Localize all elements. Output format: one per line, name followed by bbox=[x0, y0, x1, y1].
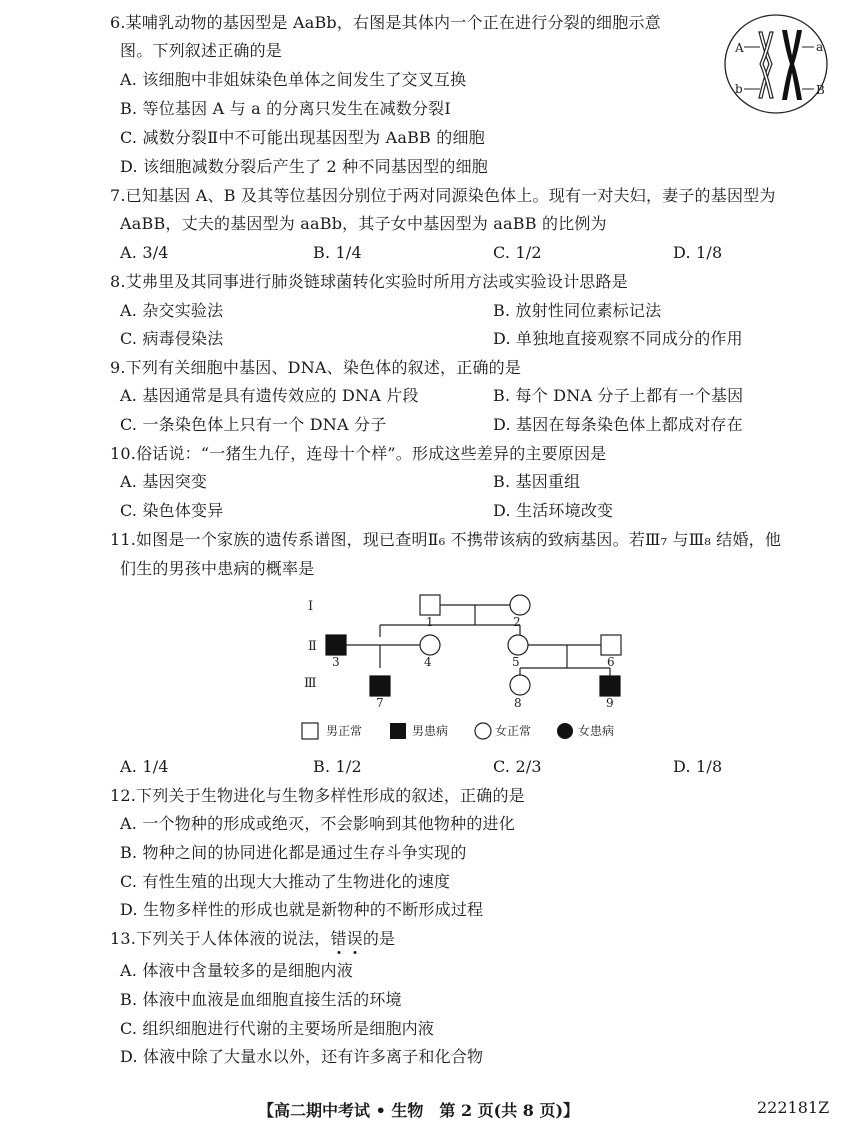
legend-affected-female-label: 女患病 bbox=[578, 724, 615, 738]
gene-label-a: a bbox=[816, 40, 824, 54]
individual-number-3: 3 bbox=[332, 655, 340, 669]
q9-option-b: B. 每个 DNA 分子上都有一个基因 bbox=[493, 386, 744, 405]
q9-option-c: C. 一条染色体上只有一个 DNA 分子 bbox=[120, 415, 387, 434]
legend-normal-female-symbol bbox=[475, 723, 491, 739]
q10-option-b: B. 基因重组 bbox=[493, 472, 581, 491]
q13-option-a: A. 体液中含量较多的是细胞内液 bbox=[120, 961, 353, 980]
q6-option-b: B. 等位基因 A 与 a 的分离只发生在减数分裂Ⅰ bbox=[120, 99, 451, 118]
q13-stem-post: 的是 bbox=[362, 929, 396, 948]
individual-number-1: 1 bbox=[426, 615, 434, 629]
q13-emphasis-text: 错误 bbox=[330, 929, 363, 948]
q7-stem-line2: AaBB，丈夫的基因型为 aaBb，其子女中基因型为 aaBB 的比例为 bbox=[120, 214, 607, 233]
q12-stem: 12.下列关于生物进化与生物多样性形成的叙述，正确的是 bbox=[110, 786, 525, 805]
q13-option-d: D. 体液中除了大量水以外，还有许多离子和化合物 bbox=[120, 1047, 484, 1066]
q13-option-c: C. 组织细胞进行代谢的主要场所是细胞内液 bbox=[120, 1019, 435, 1038]
paper-code: 222181Z bbox=[757, 1098, 830, 1117]
gene-label-b: b bbox=[735, 82, 743, 96]
individual-number-4: 4 bbox=[424, 655, 432, 669]
individual-number-7: 7 bbox=[376, 696, 384, 710]
page-footer: 【高二期中考试 • 生物 第 2 页(共 8 页)】 bbox=[258, 1101, 580, 1120]
q8-option-a: A. 杂交实验法 bbox=[120, 301, 224, 320]
legend-affected-male-symbol bbox=[390, 723, 406, 739]
individual-4-normal-female bbox=[420, 635, 440, 655]
individual-8-normal-female bbox=[510, 675, 530, 695]
legend-affected-male-label: 男患病 bbox=[412, 724, 449, 738]
q13-option-b: B. 体液中血液是血细胞直接生活的环境 bbox=[120, 990, 402, 1009]
q10-option-d: D. 生活环境改变 bbox=[493, 501, 614, 520]
q7-option-b: B. 1/4 bbox=[313, 243, 362, 262]
legend-normal-male-symbol bbox=[302, 723, 318, 739]
q6-stem-line1: 6.某哺乳动物的基因型是 AaBb，右图是其体内一个正在进行分裂的细胞示意 bbox=[110, 13, 661, 32]
q13-stem bbox=[110, 928, 395, 950]
legend-normal-male-label: 男正常 bbox=[326, 724, 363, 738]
generation-label-1: Ⅰ bbox=[308, 599, 314, 614]
q7-option-c: C. 1/2 bbox=[493, 243, 542, 262]
individual-3-affected-male bbox=[326, 635, 346, 655]
emphasis-dot bbox=[353, 951, 356, 954]
q6-option-c: C. 减数分裂Ⅱ中不可能出现基因型为 AaBB 的细胞 bbox=[120, 128, 485, 147]
q10-option-c: C. 染色体变异 bbox=[120, 501, 224, 520]
individual-5-normal-female bbox=[508, 635, 528, 655]
generation-label-3: Ⅲ bbox=[304, 676, 317, 691]
q11-option-b: B. 1/2 bbox=[313, 757, 362, 776]
q11-option-c: C. 2/3 bbox=[493, 757, 542, 776]
q6-option-d: D. 该细胞减数分裂后产生了 2 种不同基因型的细胞 bbox=[120, 157, 488, 176]
q8-option-d: D. 单独地直接观察不同成分的作用 bbox=[493, 329, 743, 348]
pedigree-chart bbox=[290, 585, 640, 750]
gene-label-A: A bbox=[735, 41, 744, 55]
q11-stem-line1: 11.如图是一个家族的遗传系谱图，现已查明Ⅱ₆ 不携带该病的致病基因。若Ⅲ₇ 与Ⅲ₈ 结婚，他 bbox=[110, 530, 782, 549]
q12-option-a: A. 一个物种的形成或绝灭，不会影响到其他物种的进化 bbox=[120, 814, 515, 833]
individual-7-affected-male bbox=[370, 676, 390, 696]
legend-affected-female-symbol bbox=[557, 723, 573, 739]
q7-option-a: A. 3/4 bbox=[120, 243, 169, 262]
chromosome-light bbox=[759, 32, 773, 98]
q12-option-c: C. 有性生殖的出现大大推动了生物进化的速度 bbox=[120, 872, 451, 891]
individual-number-6: 6 bbox=[607, 655, 615, 669]
q9-option-a: A. 基因通常是具有遗传效应的 DNA 片段 bbox=[120, 386, 419, 405]
q6-option-a: A. 该细胞中非姐妹染色单体之间发生了交叉互换 bbox=[120, 70, 467, 89]
individual-1-normal-male bbox=[420, 595, 440, 615]
q13-stem-emphasis bbox=[330, 929, 362, 948]
q10-option-a: A. 基因突变 bbox=[120, 472, 208, 491]
q11-option-d: D. 1/8 bbox=[673, 757, 723, 776]
individual-number-2: 2 bbox=[513, 615, 521, 629]
individual-2-normal-female bbox=[510, 595, 530, 615]
generation-label-2: Ⅱ bbox=[308, 639, 317, 654]
q7-stem-line1: 7.已知基因 A、B 及其等位基因分别位于两对同源染色体上。现有一对夫妇，妻子的基因型为 bbox=[110, 186, 776, 205]
q6-stem-line2: 图。下列叙述正确的是 bbox=[120, 41, 283, 60]
gene-label-B: B bbox=[816, 83, 825, 97]
individual-number-5: 5 bbox=[512, 655, 520, 669]
individual-number-9: 9 bbox=[606, 696, 614, 710]
cell-membrane bbox=[725, 15, 827, 113]
q7-option-d: D. 1/8 bbox=[673, 243, 723, 262]
q10-stem: 10.俗话说：“一猪生九仔，连母十个样”。形成这些差异的主要原因是 bbox=[110, 444, 607, 463]
q9-option-d: D. 基因在每条染色体上都成对存在 bbox=[493, 415, 743, 434]
chromosome-dark bbox=[782, 30, 802, 100]
individual-9-affected-male bbox=[600, 676, 620, 696]
q12-option-d: D. 生物多样性的形成也就是新物种的不断形成过程 bbox=[120, 900, 484, 919]
q13-stem-pre: 13.下列关于人体体液的说法， bbox=[110, 929, 331, 948]
q8-option-b: B. 放射性同位素标记法 bbox=[493, 301, 662, 320]
individual-number-8: 8 bbox=[514, 696, 522, 710]
q11-stem-line2: 们生的男孩中患病的概率是 bbox=[120, 559, 315, 578]
q8-stem: 8.艾弗里及其同事进行肺炎链球菌转化实验时所用方法或实验设计思路是 bbox=[110, 272, 628, 291]
cell-division-figure bbox=[722, 12, 830, 116]
individual-6-normal-male bbox=[601, 635, 621, 655]
q11-option-a: A. 1/4 bbox=[120, 757, 169, 776]
q12-option-b: B. 物种之间的协同进化都是通过生存斗争实现的 bbox=[120, 843, 467, 862]
q8-option-c: C. 病毒侵染法 bbox=[120, 329, 224, 348]
emphasis-dot bbox=[337, 951, 340, 954]
q9-stem: 9.下列有关细胞中基因、DNA、染色体的叙述，正确的是 bbox=[110, 358, 522, 377]
legend-normal-female-label: 女正常 bbox=[495, 724, 532, 738]
